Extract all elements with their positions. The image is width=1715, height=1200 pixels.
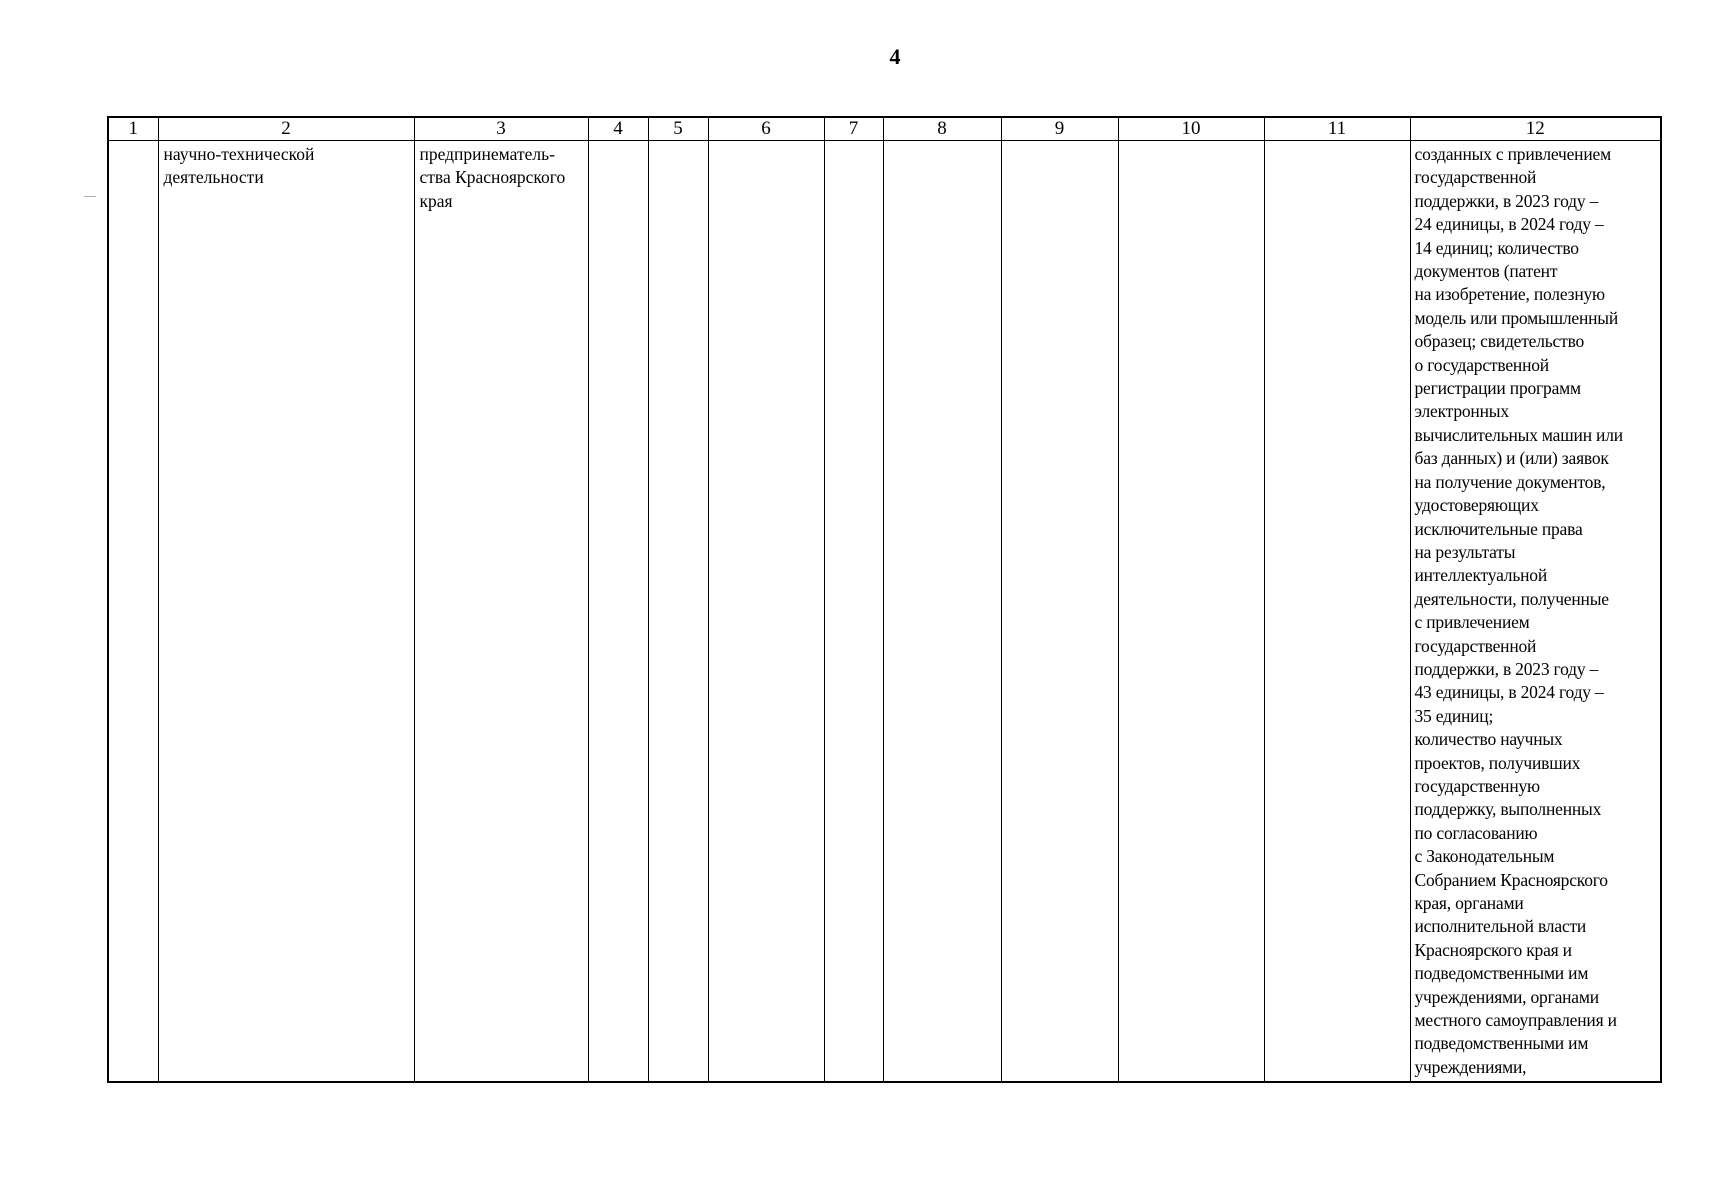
cell-text-col6 [709, 141, 824, 143]
column-header-7: 7 [824, 117, 883, 141]
cell-text-col5 [649, 141, 708, 143]
cell-text-col9 [1002, 141, 1118, 143]
column-header-6: 6 [708, 117, 824, 141]
cell-text-col11 [1265, 141, 1410, 143]
cell-col12 [1410, 141, 1661, 1083]
cell-col2 [158, 141, 414, 1083]
cell-col7 [824, 141, 883, 1083]
cell-text-col1 [109, 141, 158, 143]
cell-text-col12: созданных с привлечением государственной поддержки, в 2023 году – 24 единицы, в 2024 году – 14 единиц; количество документов (патент на изобретение, полезную модель или промышленный образец; свидетельство о государственной регистрации программ электронных вычислительных машин или баз данных) и (или) заявок на получение документов, удостоверяющих исключительные права на результаты интеллектуальной деятельности, полученные с привлечением государственной поддержки, в 2023 году – 43 единицы, в 2024 году – 35 единиц; количество научных проектов, получивших государственную поддержку, выполненных по согласованию с Законодательным Собранием Красноярского края, органами исполнительной власти Красноярского края и подведомственными им учреждениями, органами местного самоуправления и подведомственными им учреждениями, [1414, 144, 1623, 1077]
data-table [107, 116, 1662, 1083]
column-header-5: 5 [648, 117, 708, 141]
column-header-4: 4 [588, 117, 648, 141]
cell-col4 [588, 141, 648, 1083]
column-header-8: 8 [883, 117, 1001, 141]
cell-col1 [108, 141, 158, 1083]
column-header-9: 9 [1001, 117, 1118, 141]
column-header-1: 1 [108, 117, 158, 141]
cell-text-col7 [825, 141, 883, 143]
cell-col6 [708, 141, 824, 1083]
margin-mark [84, 196, 96, 197]
cell-col10 [1118, 141, 1264, 1083]
table-row [108, 141, 1661, 1083]
cell-col11 [1264, 141, 1410, 1083]
column-header-2: 2 [158, 117, 414, 141]
cell-col5 [648, 141, 708, 1083]
cell-text-col8 [884, 141, 1001, 143]
cell-text-col2: научно-технической деятельности [163, 144, 315, 188]
column-header-3: 3 [414, 117, 588, 141]
column-header-10: 10 [1118, 117, 1264, 141]
cell-text-col3: предпринематель- ства Красноярского края [419, 144, 566, 211]
cell-text-col4 [589, 141, 648, 143]
cell-col3 [414, 141, 588, 1083]
column-header-11: 11 [1264, 117, 1410, 141]
cell-col8 [883, 141, 1001, 1083]
cell-col9 [1001, 141, 1118, 1083]
page-number: 4 [889, 44, 901, 69]
column-header-12: 12 [1410, 117, 1661, 141]
header-row [108, 117, 1661, 141]
cell-text-col10 [1119, 141, 1264, 143]
